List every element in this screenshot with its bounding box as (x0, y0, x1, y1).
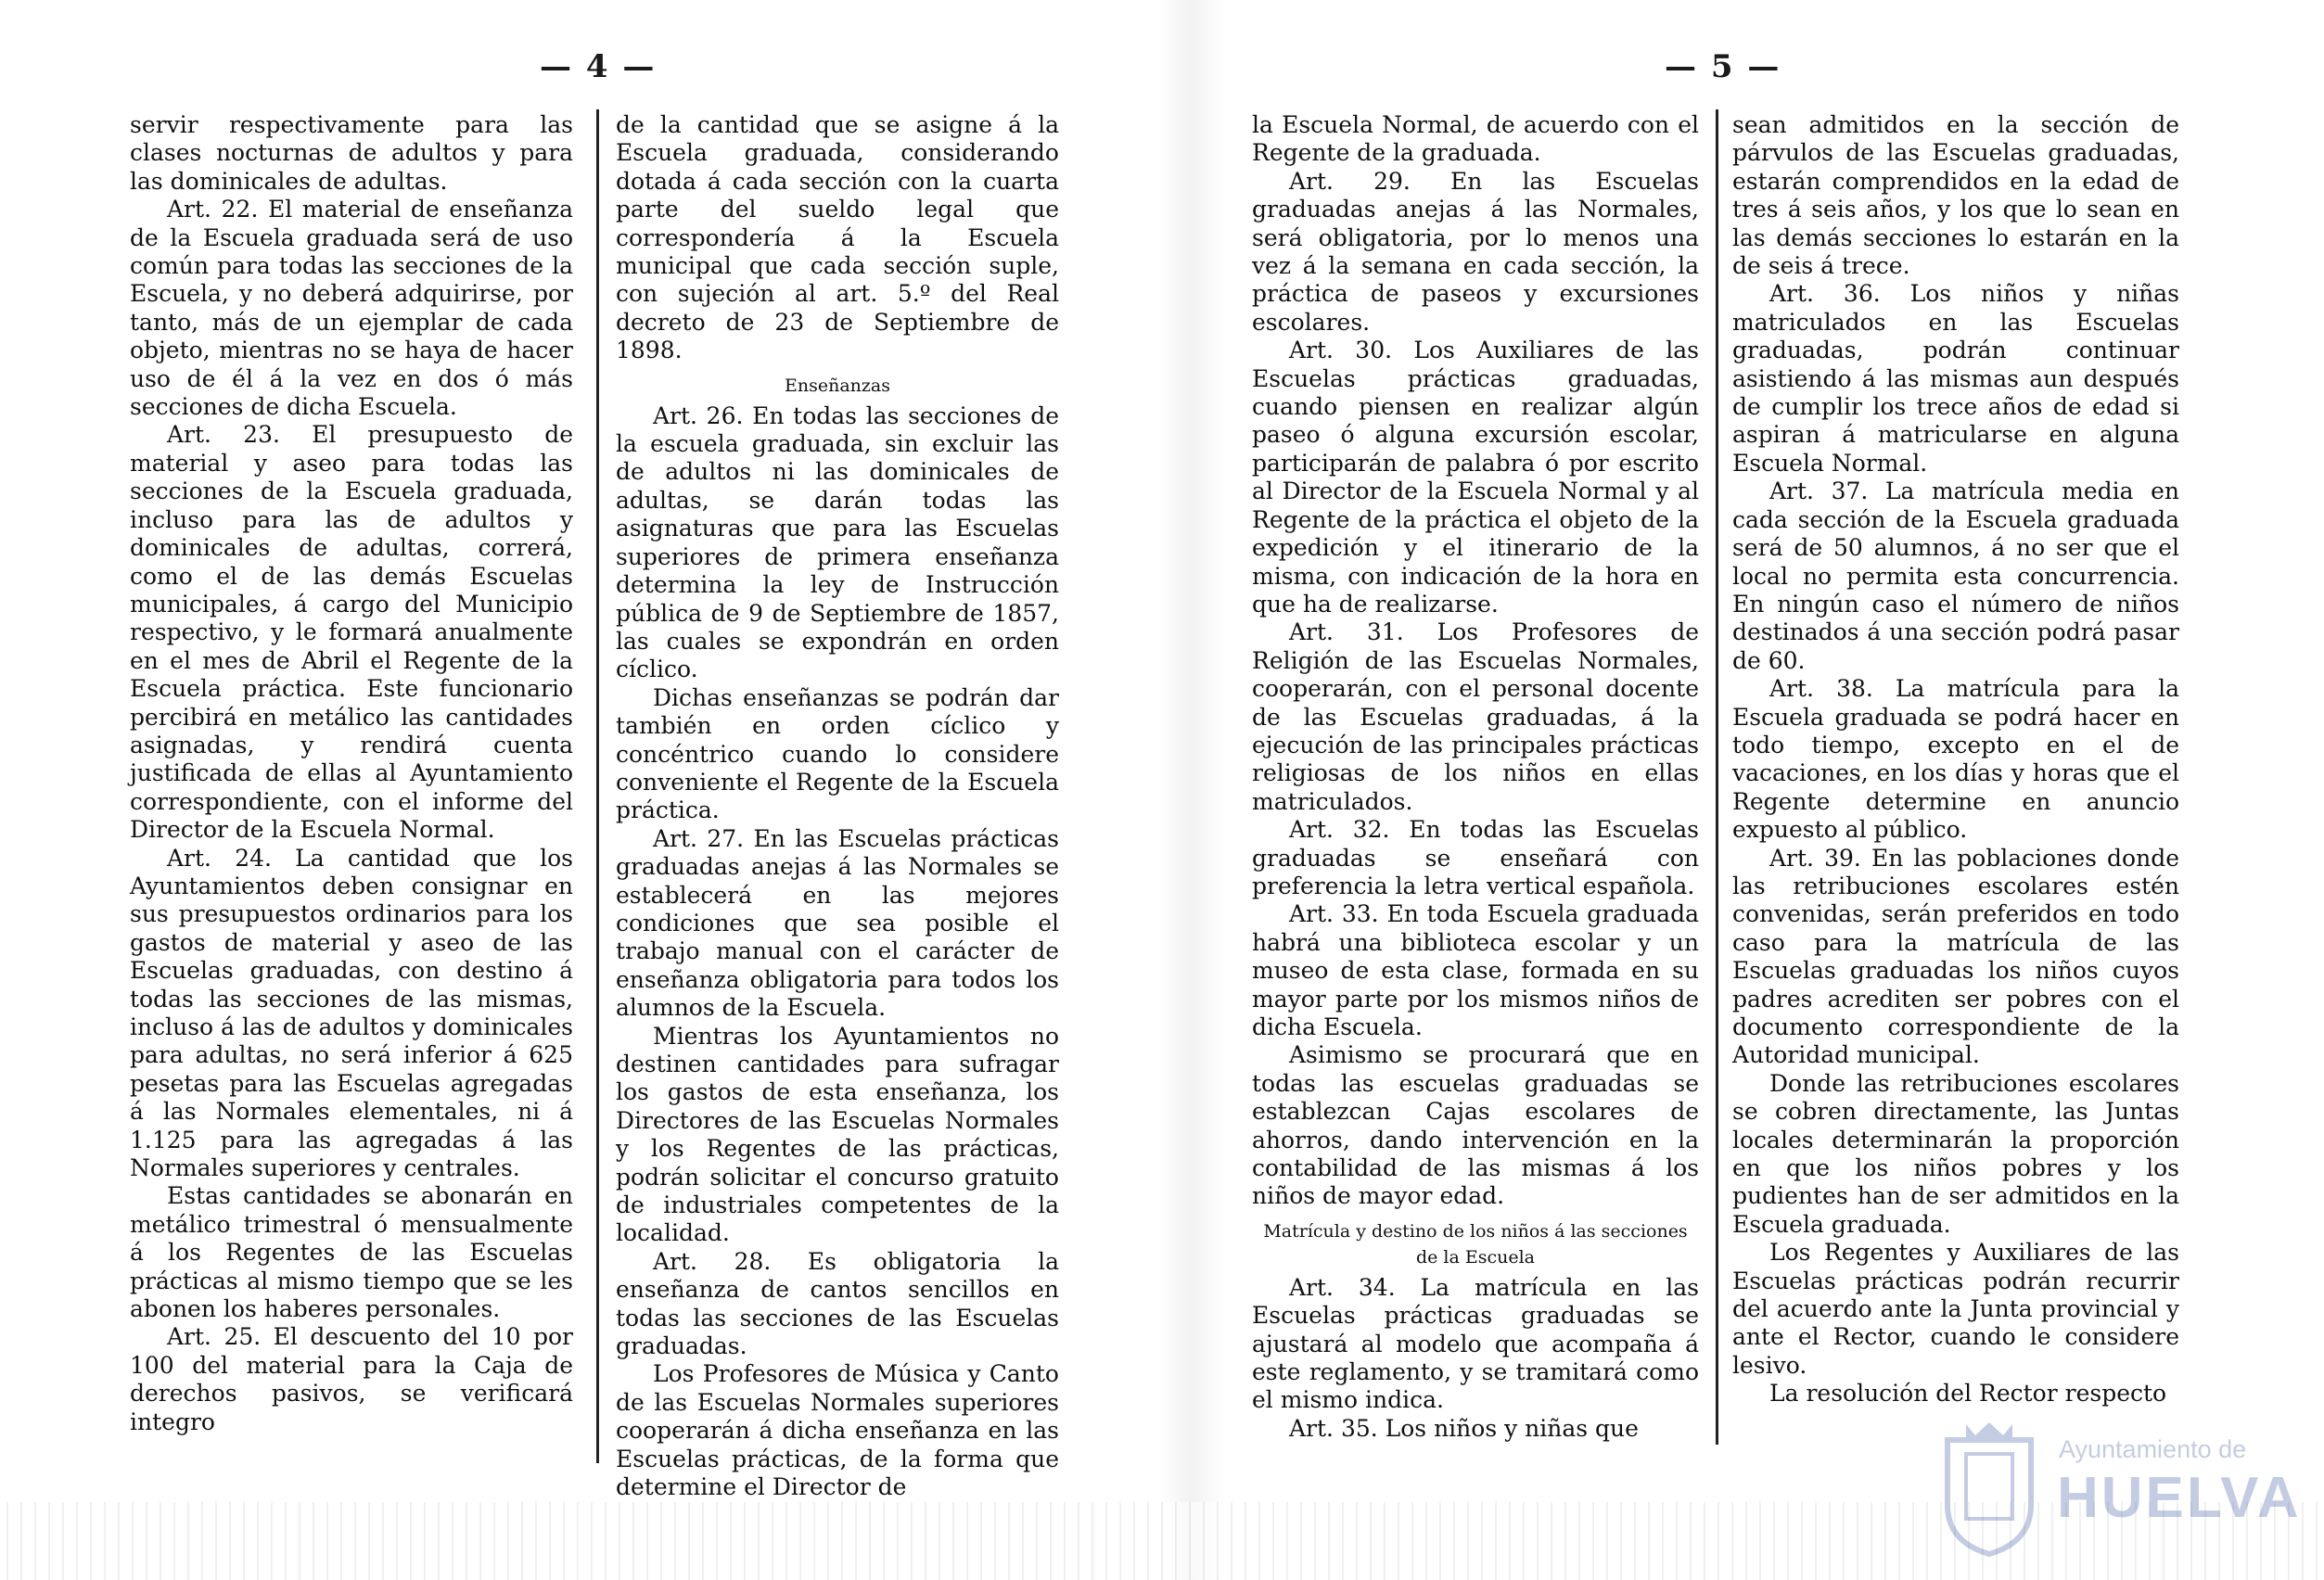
paragraph: Art. 36. Los niños y niñas matriculados en las Escuelas graduadas, podrán continuar asistiendo á las mismas aun después de cumplir los trece años de edad si aspiran á matricularse en alguna Escuela Normal. (1732, 280, 2179, 477)
book-gutter (1159, 0, 1224, 1580)
paragraph: Art. 33. En toda Escuela graduada habrá una biblioteca escolar y un museo de esta clase, formada en su mayor parte por los mismos niños de dicha Escuela. (1252, 900, 1699, 1040)
section-heading: Matrícula y destino de los niños á las secciones de la Escuela (1263, 1220, 1688, 1268)
column-rule (596, 109, 599, 1463)
paragraph: Los Regentes y Auxiliares de las Escuelas prácticas podrán recurrir del acuerdo ante la Junta provincial y ante el Rector, cuando le considere lesivo. (1732, 1239, 2179, 1379)
paragraph: Art. 31. Los Profesores de Religión de las Escuelas Normales, cooperarán, con el personal docente de las Escuelas graduadas, á la ejecución de las principales prácticas religiosas de los niños en ellas matriculados. (1252, 618, 1699, 815)
column-rule (1716, 109, 1718, 1445)
paragraph: Art. 26. En todas las secciones de la escuela graduada, sin excluir las de adultos ni las dominicales de adultas, se darán todas las asignaturas que para las Escuelas superiores de primera enseñanza determina la ley de Instrucción pública de 9 de Septiembre de 1857, las cuales se expondrán en orden cíclico. (616, 401, 1059, 683)
paragraph: Asimismo se procurará que en todas las escuelas graduadas se establezcan Cajas escolares de ahorros, dando intervención en la contabilidad de las mismas á los niños de mayor edad. (1252, 1041, 1699, 1210)
paragraph: de la cantidad que se asigne á la Escuela graduada, considerando dotada á cada sección con la cuarta parte del sueldo legal que correspondería á la Escuela municipal que cada sección suple, con sujeción al art. 5.º del Real decreto de 23 de Septiembre de 1898. (616, 111, 1059, 364)
section-heading: Enseñanzas (785, 375, 890, 396)
paragraph: Art. 23. El presupuesto de material y aseo para todas las secciones de la Escuela graduada, incluso para las de adultos y dominicales de adultas, correrá, como el de las demás Escuelas municipales, á cargo del Municipio respectivo, y le formará anualmente en el mes de Abril el Regente de la Escuela práctica. Este funcionario percibirá en metálico las cantidades asignadas, y rendirá cuenta justificada de ellas al Ayuntamiento correspondiente, con el informe del Director de la Escuela Normal. (130, 421, 573, 844)
paragraph: Art. 22. El material de enseñanza de la Escuela graduada será de uso común para todas las secciones de la Escuela, y no deberá adquirirse, por tanto, más de un ejemplar de cada objeto, mientras no se haya de hacer uso de él á la vez en dos ó más secciones de dicha Escuela. (130, 196, 573, 421)
paragraph: Art. 25. El descuento del 10 por 100 del material para la Caja de derechos pasivos, se verificará integro (130, 1323, 573, 1435)
paragraph: Estas cantidades se abonarán en metálico trimestral ó mensualmente á los Regentes de las Escuelas prácticas al mismo tiempo que se les abonen los haberes personales. (130, 1182, 573, 1323)
left-page-column-2 (616, 111, 1059, 1501)
paragraph: servir respectivamente para las clases nocturnas de adultos y para las dominicales de adultas. (130, 111, 573, 195)
paragraph: Art. 29. En las Escuelas graduadas anejas á las Normales, será obligatoria, por lo menos una vez á la semana en cada sección, la práctica de paseos y excursiones escolares. (1252, 167, 1699, 336)
right-page-column-1 (1252, 111, 1699, 1456)
left-page-column-1 (130, 111, 573, 1435)
paragraph: Art. 39. En las poblaciones donde las retribuciones escolares estén convenidas, serán preferidos en todo caso para la matrícula de las Escuelas graduadas los niños cuyos padres acrediten ser pobres con el documento correspondiente de la Autoridad municipal. (1732, 844, 2179, 1069)
paragraph: Art. 28. Es obligatoria la enseñanza de cantos sencillos en todas las secciones de las Escuelas graduadas. (616, 1247, 1059, 1360)
paragraph: Mientras los Ayuntamientos no destinen cantidades para sufragar los gastos de esta enseñanza, los Directores de las Escuelas Normales y los Regentes de las prácticas, podrán solicitar el concurso gratuito de industriales competentes de la localidad. (616, 1022, 1059, 1247)
paragraph: Dichas enseñanzas se podrán dar también en orden cíclico y concéntrico cuando lo considere conveniente el Regente de la Escuela práctica. (616, 683, 1059, 824)
watermark-line-1: Ayuntamiento de (2059, 1435, 2247, 1463)
paragraph: Art. 34. La matrícula en las Escuelas prácticas graduadas se ajustará al modelo que acompaña á este reglamento, y se tramitará como el mismo indica. (1252, 1273, 1699, 1414)
coat-of-arms-icon (1938, 1417, 2040, 1556)
watermark-line-2: HUELVA (2057, 1466, 2302, 1530)
paragraph: La resolución del Rector respecto (1769, 1380, 2167, 1408)
right-page-column-2 (1732, 111, 2179, 1456)
paragraph: Art. 30. Los Auxiliares de las Escuelas prácticas graduadas, cuando piensen en realizar algún paseo ó alguna excursión escolar, participarán de palabra ó por escrito al Director de la Escuela Normal y al Regente de la práctica el objeto de la expedición y el itinerario de la misma, con indicación de la hora en que ha de realizarse. (1252, 337, 1699, 618)
paragraph: la Escuela Normal, de acuerdo con el Regente de la graduada. (1252, 111, 1699, 167)
paragraph: Art. 37. La matrícula media en cada sección de la Escuela graduada será de 50 alumnos, á no ser que el local no permita esta concurrencia. En ningún caso el número de niños destinados á una sección podrá pasar de 60. (1732, 478, 2179, 674)
paragraph: Art. 32. En todas las Escuelas graduadas se enseñará con preferencia la letra vertical española. (1252, 816, 1699, 899)
paragraph: Art. 24. La cantidad que los Ayuntamientos deben consignar en sus presupuestos ordinarios para los gastos de material y aseo de las Escuelas graduadas, con destino á todas las secciones de las mismas, incluso á las de adultos y dominicales para adultas, no será inferior á 625 pesetas para las Escuelas agregadas á las Normales elementales, ni á 1.125 para las agregadas á las Normales superiores y centrales. (130, 844, 573, 1182)
paragraph: Art. 35. Los niños y niñas que (1289, 1414, 1639, 1442)
paragraph: Art. 38. La matrícula para la Escuela graduada se podrá hacer en todo tiempo, excepto en el de vacaciones, en los días y horas que el Regente determine en anuncio expuesto al público. (1732, 675, 2179, 844)
paragraph: sean admitidos en la sección de párvulos de las Escuelas graduadas, estarán comprendidos en la edad de tres á seis años, y los que lo sean en las demás secciones lo estarán en la de seis á trece. (1732, 111, 2179, 280)
paragraph: Los Profesores de Música y Canto de las Escuelas Normales superiores cooperarán á dicha enseñanza en las Escuelas prácticas, de la forma que determine el Director de (616, 1360, 1059, 1501)
paragraph: Donde las retribuciones escolares se cobren directamente, las Juntas locales determinarán la proporción en que los niños pobres y los pudientes han de ser admitidos en la Escuela graduada. (1732, 1069, 2179, 1238)
page-number-right: — 5 — (1665, 48, 1781, 85)
ayuntamiento-huelva-watermark (1938, 1417, 2309, 1556)
paragraph: Art. 27. En las Escuelas prácticas graduadas anejas á las Normales se establecerá en las mejores condiciones que sea posible el trabajo manual con el carácter de enseñanza obligatoria para todos los alumnos de la Escuela. (616, 824, 1059, 1022)
page-number-left: — 4 — (540, 48, 657, 85)
